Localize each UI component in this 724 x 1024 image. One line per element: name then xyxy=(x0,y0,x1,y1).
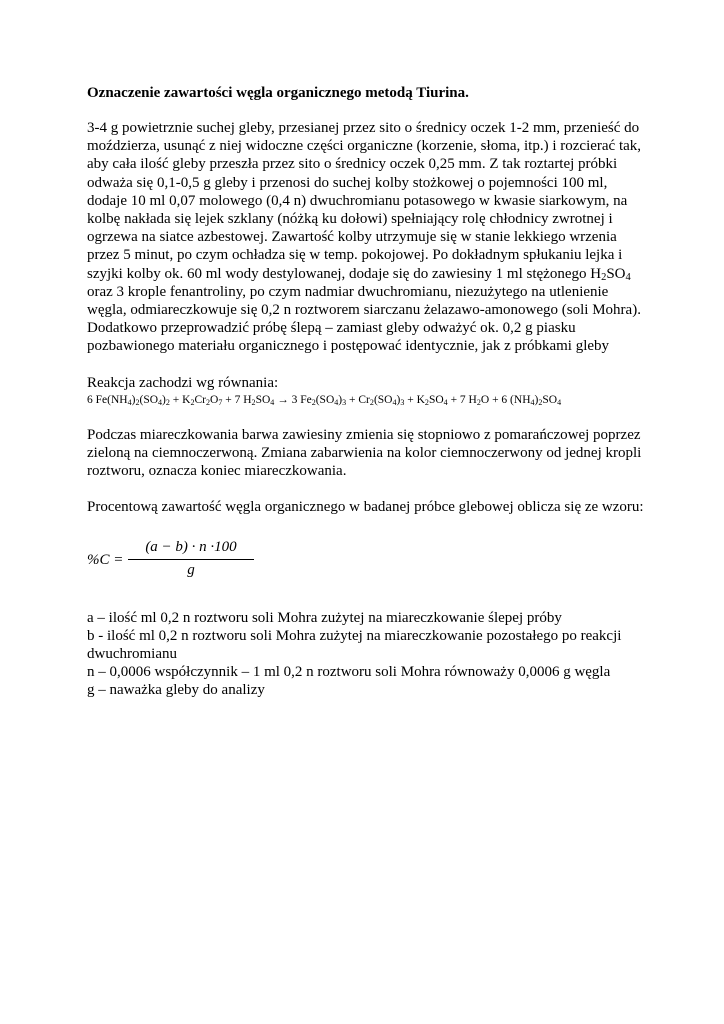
procedure-paragraph: 3-4 g powietrznie suchej gleby, przesianej przez sito o średnicy oczek 1-2 mm, przenieść do moździerza, usunąć z niej widoczne części organiczne (korzenie, słoma, itp.) i rozcierać tak, aby cała ilość gleby przeszła przez sito o średnicy oczek 0,25 mm. Z tak roztartej próbki odważa się 0,1-0,5 g gleby i przenosi do suchej kolby stożkowej o pojemności 100 ml, dodaje 10 ml 0,07 molowego (0,4 n) dwuchromianu potasowego w kwasie siarkowym, na kolbę nakłada się lejek szklany (nóżką ku dołowi) spełniający rolę chłodnicy zwrotnej i ogrzewa na siatce azbestowej. Zawartość kolby utrzymuje się w stanie lekkiego wrzenia przez 5 minut, po czym ochładza się w temp. pokojowej. Po dokładnym spłukaniu lejka i szyjki kolby ok. 60 ml wody destylowanej, dodaje się do zawiesiny 1 ml stężonego $H_2SO_4$ oraz 3 krople fenantroliny, po czym nadmiar dwuchromianu, niezużytego na utlenienie węgla, odmiareczkowuje się 0,2 n roztworem siarczanu żelazawo-amonowego (soli Mohra). Dodatkowo przeprowadzić próbę ślepą – zamiast gleby odważyć ok. 0,2 g piasku pozbawionego materiału organicznego i postępować identycznie, jak z próbkami gleby xyxy=(87,120,642,355)
document-page xyxy=(87,84,647,700)
carbon-formula xyxy=(87,539,647,583)
definition-a: a – ilość ml 0,2 n roztworu soli Mohra zużytej na miareczkowanie ślepej próby xyxy=(87,609,562,626)
formula-intro: Procentową zawartość węgla organicznego w badanej próbce glebowej oblicza się ze wzoru: xyxy=(87,499,644,516)
definitions-list xyxy=(87,609,647,700)
titration-note: Podczas miareczkowania barwa zawiesiny zmienia się stopniowo z pomarańczowej poprzez zieloną na ciemnoczerwoną. Zmiana zabarwienia na kolor ciemnoczerwony od jednej kropli roztworu, oznacza koniec miareczkowania. xyxy=(87,426,642,480)
definition-n: n – 0,0006 współczynnik – 1 ml 0,2 n roztworu soli Mohra równoważy 0,0006 g węgla xyxy=(87,664,611,681)
formula-lhs: %C = xyxy=(87,551,124,568)
formula-denominator: g xyxy=(187,561,195,578)
reaction-block xyxy=(87,374,647,408)
reaction-equation: 6 $Fe(NH_4)_2(SO_4)_2 + K_2Cr_2O_7 + 7$ $H_2SO_4 \to 3$ $Fe_2(SO_4)_3 + Cr_2(SO_4)_3 + K_2SO_4 + 7$ $H_2O + 6$ $(NH_4)_2SO_4$ xyxy=(87,393,562,407)
definition-b: b - ilość ml 0,2 n roztworu soli Mohra zużytej na miareczkowanie pozostałego po reakcji dwuchromianu xyxy=(87,627,622,663)
formula-numerator: (a − b) · n ·100 xyxy=(145,538,237,555)
reaction-intro: Reakcja zachodzi wg równania: xyxy=(87,374,279,391)
definition-g: g – naważka gleby do analizy xyxy=(87,682,265,699)
document-title: Oznaczenie zawartości węgla organicznego metodą Tiurina. xyxy=(87,85,469,101)
formula-fraction xyxy=(128,539,254,579)
